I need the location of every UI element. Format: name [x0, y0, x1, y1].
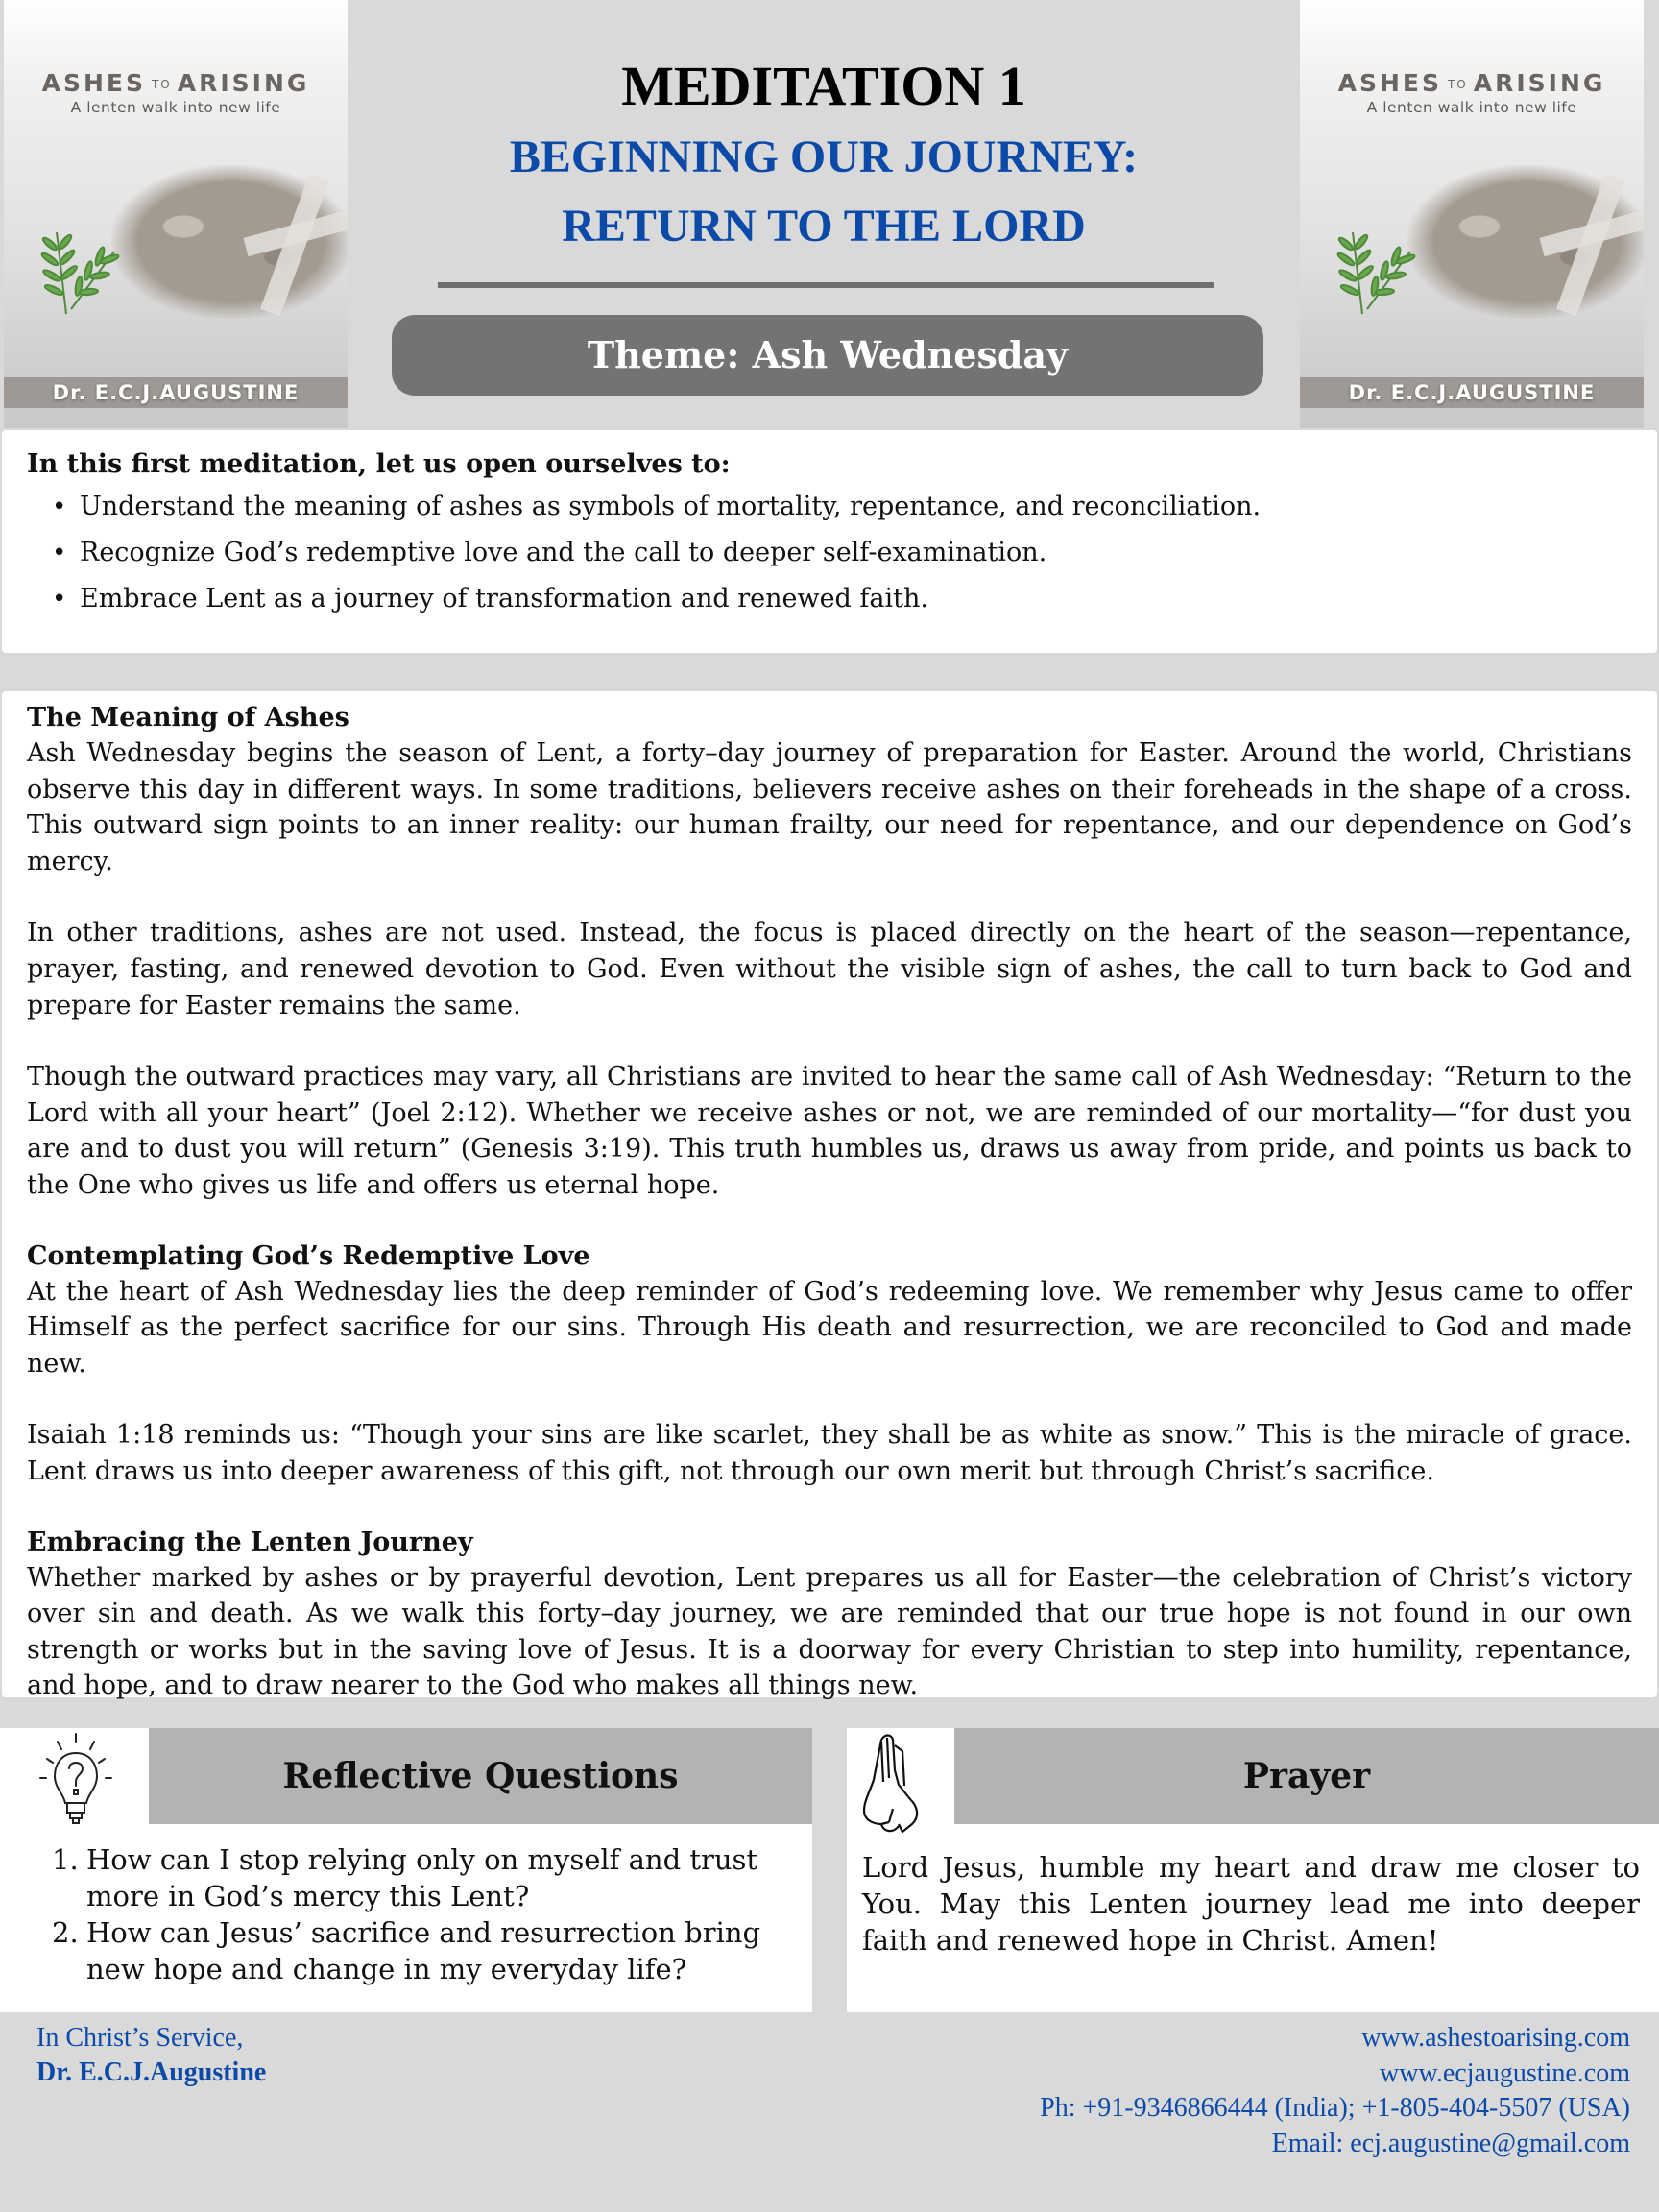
- phone-numbers: Ph: +91-9346866444 (India); +1-805-404-5507 (USA): [1040, 2093, 1630, 2123]
- signature-block: [36, 2021, 266, 2090]
- list-item: 2. How can Jesus’ sacrifice and resurrection bring new hope and change in my everyday life?: [52, 1916, 761, 1985]
- paragraph: Though the outward practices may vary, all Christians are invited to hear the same call of Ash Wednesday: “Return to the Lord with all your heart” (Joel 2:12). Whether we receive ashes or not, we are reminded of our mortality—“for dust you are and to dust you will return” (Genesis 3:19). This truth humbles us, draws us away from pride, and points us back to the One who gives us life and offers us eternal hope.: [27, 1062, 1632, 1200]
- theme-badge: Theme: Ash Wednesday: [392, 315, 1263, 396]
- page-title: MEDITATION 1: [621, 55, 1026, 117]
- questions-list: [52, 1841, 793, 1987]
- closing-text: In Christ’s Service,: [36, 2023, 244, 2053]
- book-cover-right: [1300, 0, 1644, 428]
- author-name: Dr. E.C.J.Augustine: [36, 2057, 267, 2087]
- paragraph: At the heart of Ash Wednesday lies the deep reminder of God’s redeeming love. We remember why Jesus came to offer Himself as the perfect sacrifice for our sins. Through His death and resurrection, we are reconciled to God and made new.: [27, 1276, 1632, 1379]
- prayer-heading: Prayer: [954, 1728, 1659, 1824]
- website-link-ashestoarising[interactable]: www.ashestoarising.com: [1361, 2023, 1630, 2053]
- paragraph: Isaiah 1:18 reminds us: “Though your sins are like scarlet, they shall be as white as snow.” This is the miracle of grace. Lent draws us into deeper awareness of this gift, not through our own merit but through Christ’s sacrifice.: [27, 1420, 1632, 1486]
- list-item: • Embrace Lent as a journey of transformation and renewed faith.: [27, 576, 1632, 622]
- cover-author: Dr. E.C.J.AUGUSTINE: [4, 377, 348, 408]
- section-heading-redemptive-love: Contemplating God’s Redemptive Love: [27, 1240, 590, 1271]
- list-item: • Understand the meaning of ashes as symbols of mortality, repentance, and reconciliation.: [27, 484, 1632, 530]
- list-item: • Recognize God’s redemptive love and the call to deeper self-examination.: [27, 530, 1632, 576]
- prayer-text: Lord Jesus, humble my heart and draw me closer to You. May this Lenten journey lead me into deeper faith and renewed hope in Christ. Amen!: [862, 1851, 1640, 1957]
- paragraph: In other traditions, ashes are not used. Instead, the focus is placed directly on the heart of the season—repentance, prayer, fasting, and renewed devotion to God. Even without the visible sign of ashes, the call to turn back to God and prepare for Easter remains the same.: [27, 918, 1632, 1021]
- palm-leaf-icon: [33, 223, 129, 319]
- subtitle-line-2: RETURN TO THE LORD: [562, 201, 1086, 252]
- cover-brand: ASHES TO ARISING: [41, 69, 310, 97]
- main-content-panel: [2, 691, 1657, 1701]
- intro-list: [27, 484, 1632, 622]
- section-heading-meaning-of-ashes: The Meaning of Ashes: [27, 703, 349, 733]
- cover-tagline: A lenten walk into new life: [1366, 99, 1577, 116]
- subtitle-line-1: BEGINNING OUR JOURNEY:: [509, 132, 1139, 182]
- title-block: [348, 0, 1300, 428]
- book-cover-left: [4, 0, 348, 428]
- list-item: 1. How can I stop relying only on myself and trust more in God’s mercy this Lent?: [52, 1843, 758, 1912]
- contact-block: [1040, 2021, 1630, 2161]
- palm-leaf-icon: [1329, 223, 1425, 319]
- paragraph: Whether marked by ashes or by prayerful devotion, Lent prepares us all for Easter—the celebration of Christ’s victory over sin and death. As we walk this forty–day journey, we are reminded that our true hope is not found in our own strength or works but in the saving love of Jesus. It is a doorway for every Christian to step into humility, repentance, and hope, and to draw nearer to the God who makes all things new.: [27, 1562, 1632, 1701]
- intro-heading: In this first meditation, let us open ourselves to:: [27, 449, 731, 479]
- reflective-questions-heading: Reflective Questions: [149, 1728, 812, 1824]
- website-link-ecjaugustine[interactable]: www.ecjaugustine.com: [1380, 2057, 1630, 2088]
- title-divider: [438, 282, 1214, 288]
- cover-author: Dr. E.C.J.AUGUSTINE: [1300, 377, 1644, 408]
- cover-tagline: A lenten walk into new life: [70, 99, 281, 116]
- reflective-questions-card: [0, 1728, 812, 2012]
- paragraph: Ash Wednesday begins the season of Lent, a forty–day journey of preparation for Easter. Around the world, Christians observe this day in different ways. In some traditions, believers receive ashes on their foreheads in the shape of a cross. This outward sign points to an inner reality: our human frailty, our need for repentance, and our dependence on God’s mercy.: [27, 738, 1632, 877]
- section-heading-lenten-journey: Embracing the Lenten Journey: [27, 1527, 473, 1557]
- praying-hands-icon: [860, 1732, 926, 1838]
- intro-panel: [2, 430, 1657, 653]
- prayer-card: [847, 1728, 1659, 2012]
- cover-brand: ASHES TO ARISING: [1337, 69, 1606, 97]
- lightbulb-question-icon: [23, 1732, 129, 1832]
- email-link[interactable]: Email: ecj.augustine@gmail.com: [1271, 2128, 1630, 2158]
